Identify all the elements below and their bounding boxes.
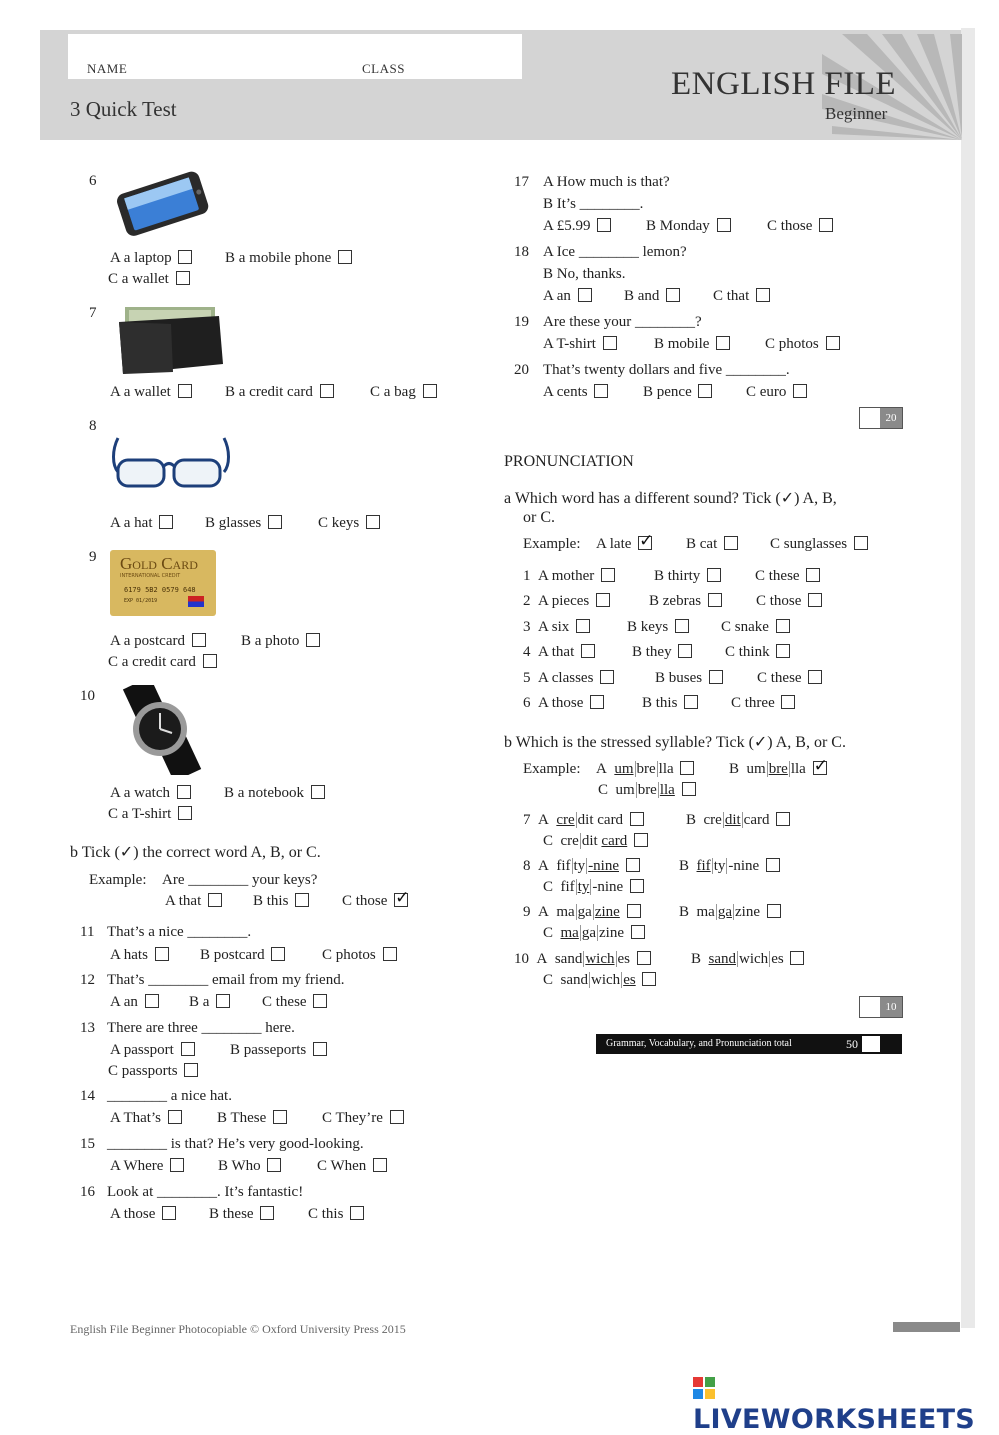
checkbox[interactable] [776, 812, 790, 826]
pron-item: 5 A classes [523, 670, 614, 687]
stress-item: 10 A sand wich es [514, 951, 651, 968]
question-number: 12 [80, 972, 95, 988]
question-number: 16 [80, 1184, 95, 1200]
question-number: 8 [89, 418, 97, 434]
option-b: B a photo [241, 633, 320, 650]
checkbox[interactable] [267, 1158, 281, 1172]
option-c: C think [725, 644, 790, 661]
checkbox[interactable] [373, 1158, 387, 1172]
card-number: 6179 5B2 0579 648 [124, 586, 196, 594]
checkbox[interactable] [680, 761, 694, 775]
checkbox[interactable] [366, 515, 380, 529]
checkbox[interactable] [178, 806, 192, 820]
question-prompt: ________ a nice hat. [107, 1088, 232, 1104]
option-c: C photos [322, 947, 397, 964]
checkbox[interactable] [145, 994, 159, 1008]
checkbox[interactable] [806, 568, 820, 582]
option-b: B um bre lla ✓ [729, 761, 827, 778]
checkbox[interactable] [707, 568, 721, 582]
example-label: Example: [523, 536, 581, 552]
checkbox[interactable] [776, 619, 790, 633]
option-b: B a credit card [225, 384, 334, 401]
option-a: A T-shirt [543, 336, 617, 353]
option-a: A hats [110, 947, 169, 964]
checkbox[interactable] [808, 670, 822, 684]
checkbox[interactable] [581, 644, 595, 658]
score-max: 20 [880, 408, 902, 428]
question-number: 13 [80, 1020, 95, 1036]
name-class-strip [68, 34, 522, 79]
checkbox-ticked[interactable] [394, 893, 408, 907]
question-number: 9 [89, 549, 97, 565]
test-title: 3 Quick Test [70, 97, 177, 121]
option-b: B sand wich es [691, 951, 804, 968]
option-a: A that [165, 893, 222, 910]
question-number: 18 [514, 244, 529, 260]
checkbox[interactable] [590, 695, 604, 709]
option-b: B and [624, 288, 680, 305]
option-b: B a [189, 994, 230, 1011]
option-b: B a notebook [224, 785, 325, 802]
checkbox[interactable] [162, 1206, 176, 1220]
option-a: A late ✓ [596, 536, 652, 553]
option-b: B pence [643, 384, 712, 401]
stress-item: 9 A ma ga zine [523, 904, 641, 921]
brand-title: ENGLISH FILE [671, 66, 897, 102]
question-prompt: Look at ________. It’s fantastic! [107, 1184, 304, 1200]
option-b: B this [642, 695, 698, 712]
checkbox-ticked[interactable] [813, 761, 827, 775]
option-c: C They’re [322, 1110, 404, 1127]
option-b: B passeports [230, 1042, 327, 1059]
option-c: C a T-shirt [108, 806, 192, 823]
question-prompt: That’s ________ email from my friend. [107, 972, 345, 988]
question-number: 10 [80, 688, 95, 704]
option-a: A Where [110, 1158, 184, 1175]
checkbox[interactable] [176, 271, 190, 285]
checkbox[interactable] [675, 619, 689, 633]
option-b: B Who [218, 1158, 281, 1175]
option-b: B this [253, 893, 309, 910]
checkbox[interactable] [208, 893, 222, 907]
option-c: C passports [108, 1063, 198, 1080]
checkbox[interactable] [271, 947, 285, 961]
checkbox[interactable] [854, 536, 868, 550]
question-prompt: Are these your ________? [543, 314, 702, 330]
checkbox[interactable] [597, 218, 611, 232]
option-c: C these [757, 670, 822, 687]
question-prompt: There are three ________ here. [107, 1020, 295, 1036]
checkbox[interactable] [603, 336, 617, 350]
option-c: C ma ga zine [543, 925, 645, 942]
checkbox[interactable] [170, 1158, 184, 1172]
pron-item: 6 A those [523, 695, 604, 712]
checkbox[interactable] [678, 644, 692, 658]
checkbox[interactable] [630, 812, 644, 826]
option-c: C When [317, 1158, 387, 1175]
option-b: B ma ga zine [679, 904, 781, 921]
option-a: A a hat [110, 515, 173, 532]
question-number: 19 [514, 314, 529, 330]
watch-image [115, 685, 211, 775]
question-prompt: That’s a nice ________. [107, 924, 252, 940]
option-a: A an [543, 288, 592, 305]
option-b: B buses [655, 670, 723, 687]
option-c: C that [713, 288, 770, 305]
checkbox[interactable] [630, 879, 644, 893]
checkbox[interactable] [708, 593, 722, 607]
stress-item: 8 A fif ty -nine [523, 858, 640, 875]
option-c: C this [308, 1206, 364, 1223]
checkbox[interactable] [627, 904, 641, 918]
wallet-image [115, 302, 225, 377]
checkbox[interactable] [192, 633, 206, 647]
subsection-heading-a: a Which word has a different sound? Tick (✓) A, B, [504, 490, 837, 507]
option-c: C snake [721, 619, 790, 636]
checkbox[interactable] [666, 288, 680, 302]
checkbox[interactable] [793, 384, 807, 398]
option-b: B mobile [654, 336, 730, 353]
score-max: 10 [880, 997, 902, 1017]
checkbox[interactable] [684, 695, 698, 709]
question-prompt: ________ is that? He’s very good-looking. [107, 1136, 364, 1152]
credit-card-image [110, 550, 216, 616]
option-a: A a postcard [110, 633, 206, 650]
option-c: C those [767, 218, 833, 235]
stress-item: 7 A cre dit card [523, 812, 644, 829]
total-value: 50 [846, 1037, 858, 1051]
checkbox-ticked[interactable] [638, 536, 652, 550]
checkbox[interactable] [601, 568, 615, 582]
card-title: Gold Card [120, 554, 198, 573]
checkbox[interactable] [716, 336, 730, 350]
checkbox[interactable] [819, 218, 833, 232]
checkbox[interactable] [682, 782, 696, 796]
option-c: C fif ty -nine [543, 879, 644, 896]
question-prompt: A How much is that? [543, 174, 670, 190]
checkbox[interactable] [776, 644, 790, 658]
question-number: 7 [89, 305, 97, 321]
option-b: B postcard [200, 947, 285, 964]
question-number: 20 [514, 362, 529, 378]
option-a: A passport [110, 1042, 195, 1059]
option-b: B glasses [205, 515, 282, 532]
liveworksheets-icon [693, 1377, 715, 1399]
option-c: C sunglasses [770, 536, 868, 553]
checkbox[interactable] [826, 336, 840, 350]
checkbox[interactable] [311, 785, 325, 799]
option-b: B keys [627, 619, 689, 636]
option-b: B they [632, 644, 692, 661]
option-a: A That’s [110, 1110, 182, 1127]
checkbox[interactable] [631, 925, 645, 939]
liveworksheets-logo [693, 1373, 999, 1435]
option-b: B fif ty -nine [679, 858, 780, 875]
total-label: Grammar, Vocabulary, and Pronunciation total [606, 1038, 792, 1049]
total-score-bar [596, 1034, 902, 1054]
checkbox[interactable] [576, 619, 590, 633]
score-input[interactable] [860, 997, 880, 1017]
pronunciation-score-box [859, 996, 903, 1018]
option-b: B thirty [654, 568, 721, 585]
checkbox[interactable] [698, 384, 712, 398]
checkbox[interactable] [155, 947, 169, 961]
question-number: 15 [80, 1136, 95, 1152]
option-b: B a mobile phone [225, 250, 352, 267]
grammar-score-box [859, 407, 903, 429]
checkbox[interactable] [350, 1206, 364, 1220]
option-c: C sand wich es [543, 972, 656, 989]
card-expiry: EXP 01/2019 [124, 598, 158, 604]
checkbox[interactable] [637, 951, 651, 965]
checkbox[interactable] [178, 250, 192, 264]
checkbox[interactable] [273, 1110, 287, 1124]
checkbox[interactable] [216, 994, 230, 1008]
example-label: Example: [89, 872, 147, 888]
option-b: B cre dit card [686, 812, 790, 829]
option-a: A £5.99 [543, 218, 611, 235]
question-number: 6 [89, 173, 97, 189]
checkbox[interactable] [717, 218, 731, 232]
glasses-image [110, 430, 232, 495]
page-number-tab [893, 1322, 960, 1332]
option-a: A those [110, 1206, 176, 1223]
question-number: 11 [80, 924, 95, 940]
liveworksheets-wordmark: LIVEWORKSHEETS [693, 1404, 976, 1435]
option-c: C those ✓ [342, 893, 408, 910]
option-b: B cat [686, 536, 738, 553]
checkbox[interactable] [724, 536, 738, 550]
option-c: C photos [765, 336, 840, 353]
checkbox[interactable] [781, 695, 795, 709]
example-prompt: Are ________ your keys? [162, 872, 318, 888]
checkbox[interactable] [626, 858, 640, 872]
option-b: B Monday [646, 218, 731, 235]
pron-item: 3 A six [523, 619, 590, 636]
section-heading: b Tick (✓) the correct word A, B, or C. [70, 844, 321, 861]
option-b: B these [209, 1206, 274, 1223]
option-c: C cre dit card [543, 833, 648, 850]
checkbox[interactable] [184, 1063, 198, 1077]
checkbox[interactable] [268, 515, 282, 529]
checkbox[interactable] [596, 593, 610, 607]
option-c: C those [756, 593, 822, 610]
section-heading: PRONUNCIATION [504, 453, 634, 470]
checkbox[interactable] [642, 972, 656, 986]
question-prompt-2: B It’s ________. [543, 196, 644, 212]
checkbox[interactable] [756, 288, 770, 302]
checkbox[interactable] [260, 1206, 274, 1220]
checkbox[interactable] [808, 593, 822, 607]
checkbox[interactable] [181, 1042, 195, 1056]
pron-item: 1 A mother [523, 568, 615, 585]
checkbox[interactable] [634, 833, 648, 847]
option-b: B These [217, 1110, 287, 1127]
checkbox[interactable] [709, 670, 723, 684]
checkbox[interactable] [313, 1042, 327, 1056]
subsection-heading-b: b Which is the stressed syllable? Tick (✓) A, B, or C. [504, 734, 846, 751]
option-c: C three [731, 695, 795, 712]
question-prompt: That’s twenty dollars and five ________. [543, 362, 790, 378]
card-logo-icon [188, 596, 204, 607]
example-label: Example: [523, 761, 581, 777]
total-score-input[interactable] [862, 1036, 880, 1052]
card-subtitle: INTERNATIONAL CREDIT [120, 573, 181, 579]
option-c: C these [262, 994, 327, 1011]
option-a: A a wallet [110, 384, 192, 401]
checkbox[interactable] [600, 670, 614, 684]
checkbox[interactable] [390, 1110, 404, 1124]
checkbox[interactable] [423, 384, 437, 398]
option-a: A a watch [110, 785, 191, 802]
checkbox[interactable] [168, 1110, 182, 1124]
option-c: C keys [318, 515, 380, 532]
checkbox[interactable] [320, 384, 334, 398]
option-c: C a credit card [108, 654, 217, 671]
checkbox[interactable] [178, 384, 192, 398]
checkbox[interactable] [578, 288, 592, 302]
option-a: A cents [543, 384, 608, 401]
option-c: C these [755, 568, 820, 585]
option-a: A um bre lla [596, 761, 694, 778]
checkbox[interactable] [338, 250, 352, 264]
score-input[interactable] [860, 408, 880, 428]
checkbox[interactable] [159, 515, 173, 529]
question-prompt: A Ice ________ lemon? [543, 244, 687, 260]
checkbox[interactable] [203, 654, 217, 668]
checkbox[interactable] [177, 785, 191, 799]
question-number: 14 [80, 1088, 95, 1104]
question-number: 17 [514, 174, 529, 190]
mobile-phone-image [110, 170, 215, 240]
pron-item: 2 A pieces [523, 593, 610, 610]
checkbox[interactable] [790, 951, 804, 965]
checkbox[interactable] [313, 994, 327, 1008]
copyright-footer: English File Beginner Photocopiable © Oxford University Press 2015 [70, 1322, 406, 1336]
option-a: A a laptop [110, 250, 192, 267]
class-label: CLASS [362, 61, 405, 76]
option-c: C um bre lla [598, 782, 696, 799]
checkbox[interactable] [295, 893, 309, 907]
option-c: C a bag [370, 384, 437, 401]
option-a: A an [110, 994, 159, 1011]
checkbox[interactable] [766, 858, 780, 872]
pron-item: 4 A that [523, 644, 595, 661]
subsection-heading-a-cont: or C. [523, 509, 555, 526]
checkbox[interactable] [306, 633, 320, 647]
checkbox[interactable] [383, 947, 397, 961]
checkbox[interactable] [767, 904, 781, 918]
option-b: B zebras [649, 593, 722, 610]
option-c: C euro [746, 384, 807, 401]
option-c: C a wallet [108, 271, 190, 288]
page-edge-shadow [961, 28, 975, 1328]
checkbox[interactable] [594, 384, 608, 398]
name-label: NAME [87, 61, 128, 76]
level-label: Beginner [825, 104, 888, 123]
question-prompt-2: B No, thanks. [543, 266, 626, 282]
